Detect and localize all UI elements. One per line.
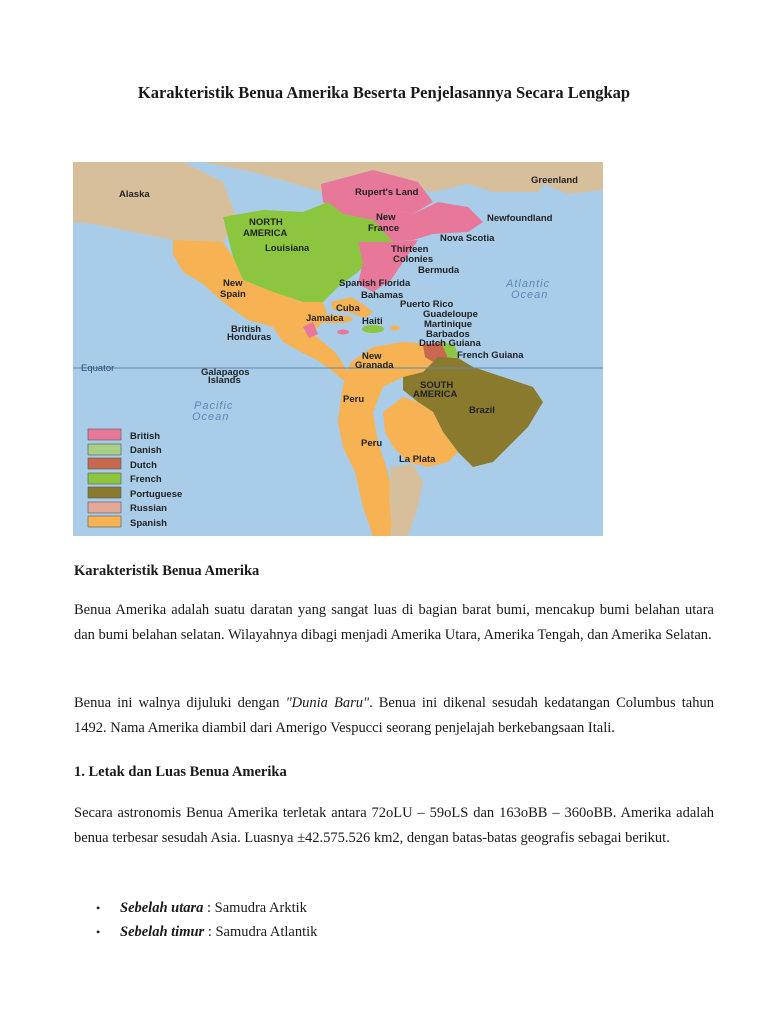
map-label-bahamas: Bahamas (361, 290, 404, 301)
map-label-peru-2: Peru (361, 438, 383, 449)
list-item-label: Sebelah utara (120, 900, 204, 916)
legend-label-french: French (130, 474, 162, 485)
map-label-haiti: Haiti (362, 316, 383, 327)
map-label-equator: Equator (81, 363, 115, 374)
map-label-new-spain-2: Spain (220, 289, 246, 300)
map-label-british-1: British (231, 324, 262, 335)
bullet-dot: • (96, 901, 101, 915)
map-label-new-granada-2: Granada (355, 360, 394, 371)
paragraph-dunia-baru-start: Benua ini walnya dijuluki dengan (74, 695, 286, 711)
map-label-dutch-guiana: Dutch Guiana (419, 338, 481, 349)
map-label-nova-scotia: Nova Scotia (440, 233, 495, 244)
legend-swatch-french (88, 473, 121, 484)
legend-swatch-portuguese (88, 487, 121, 498)
legend-swatch-danish (88, 444, 121, 455)
map-label-north: NORTH (249, 217, 283, 228)
jamaica-island (337, 330, 349, 335)
map-label-brazil: Brazil (469, 405, 495, 416)
map-label-atlantic-1: Atlantic (506, 278, 551, 290)
borders-list (96, 896, 317, 944)
legend-label-spanish: Spanish (130, 518, 167, 529)
list-item-label: Sebelah timur (120, 924, 205, 940)
map-label-jamaica: Jamaica (306, 313, 344, 324)
legend-label-portuguese: Portuguese (130, 489, 183, 500)
map-label-new-granada-1: New (362, 351, 382, 362)
map-label-galapagos-1: Galapagos (201, 367, 250, 378)
paragraph-intro: Benua Amerika adalah suatu daratan yang sangat luas di bagian barat bumi, mencakup bumi belahan utara dan bumi belahan selatan. Wilayahnya dibagi menjadi Amerika Utara, Amerika Tengah, dan Amerika Selatan. (74, 602, 714, 643)
map-label-barbados: Barbados (426, 329, 470, 340)
legend-label-danish: Danish (130, 445, 162, 456)
map-label-thirteen: Thirteen (391, 244, 429, 255)
list-item-value: Samudra Arktik (214, 900, 307, 916)
paragraph-dunia-baru (74, 691, 714, 741)
legend-swatch-russian (88, 502, 121, 513)
map-label-south-america: AMERICA (413, 389, 458, 400)
map-label-martinique: Martinique (424, 319, 473, 330)
map-label-louisiana: Louisiana (265, 243, 310, 254)
page-title: Karakteristik Benua Amerika Beserta Penjelasannya Secara Lengkap (137, 83, 631, 102)
map-label-french-guiana: French Guiana (457, 350, 524, 361)
map-label-guadeloupe: Guadeloupe (423, 309, 478, 320)
legend-swatch-spanish (88, 516, 121, 527)
map-label-colonies: Colonies (393, 254, 434, 265)
dunia-baru-quote: "Dunia Baru" (285, 695, 370, 711)
map-label-pacific-1: Pacific (194, 400, 234, 412)
list-item-value: Samudra Atlantik (215, 924, 318, 940)
list-item-separator: : (203, 900, 215, 916)
map-label-spanish-florida: Spanish Florida (339, 278, 411, 289)
colonial-americas-map (73, 162, 603, 536)
map-label-bermuda: Bermuda (418, 265, 460, 276)
map-label-british-2: Honduras (227, 332, 272, 343)
map-label-newfoundland: Newfoundland (487, 213, 553, 224)
map-label-pacific-2: Ocean (192, 411, 230, 423)
map-label-puerto-rico: Puerto Rico (400, 299, 454, 310)
map-label-la-plata: La Plata (399, 454, 436, 465)
map-label-atlantic-2: Ocean (511, 289, 549, 301)
legend-label-dutch: Dutch (130, 460, 157, 471)
subheading-letak-luas: 1. Letak dan Luas Benua Amerika (74, 764, 287, 780)
list-item (96, 920, 317, 944)
map-label-new: New (376, 212, 396, 223)
section-heading: Karakteristik Benua Amerika (74, 563, 260, 579)
map-label-cuba: Cuba (336, 303, 360, 314)
legend-label-russian: Russian (130, 503, 167, 514)
paragraph-astronomis: Secara astronomis Benua Amerika terletak antara 72oLU – 59oLS dan 163oBB – 360oBB. Amerika adalah benua terbesar sesudah Asia. Luasnya ±42.575.526 km2, dengan batas-batas geografis sebagai berikut. (74, 805, 714, 846)
map-label-america: AMERICA (243, 228, 288, 239)
map-label-france: France (368, 223, 400, 234)
legend-label-british: British (130, 431, 161, 442)
list-item (96, 896, 317, 920)
map-label-ruperts-land: Rupert's Land (355, 187, 419, 198)
map-label-south: SOUTH (420, 380, 454, 391)
map-label-greenland: Greenland (531, 175, 578, 186)
puerto-rico-island (390, 326, 400, 331)
map-label-alaska: Alaska (119, 189, 150, 200)
map-label-new-spain-1: New (223, 278, 243, 289)
list-item-separator: : (204, 924, 216, 940)
legend-swatch-british (88, 429, 121, 440)
legend-swatch-dutch (88, 458, 121, 469)
map-label-peru-1: Peru (343, 394, 365, 405)
paragraph-dunia-baru-end: . Benua ini dikenal sesudah kedatangan Columbus tahun 1492. Nama Amerika diambil dari Amerigo Vespucci seorang penjelajah berkebangsaan Itali. (74, 695, 714, 736)
map-label-galapagos-2: Islands (208, 375, 241, 386)
bullet-dot: • (96, 925, 101, 939)
